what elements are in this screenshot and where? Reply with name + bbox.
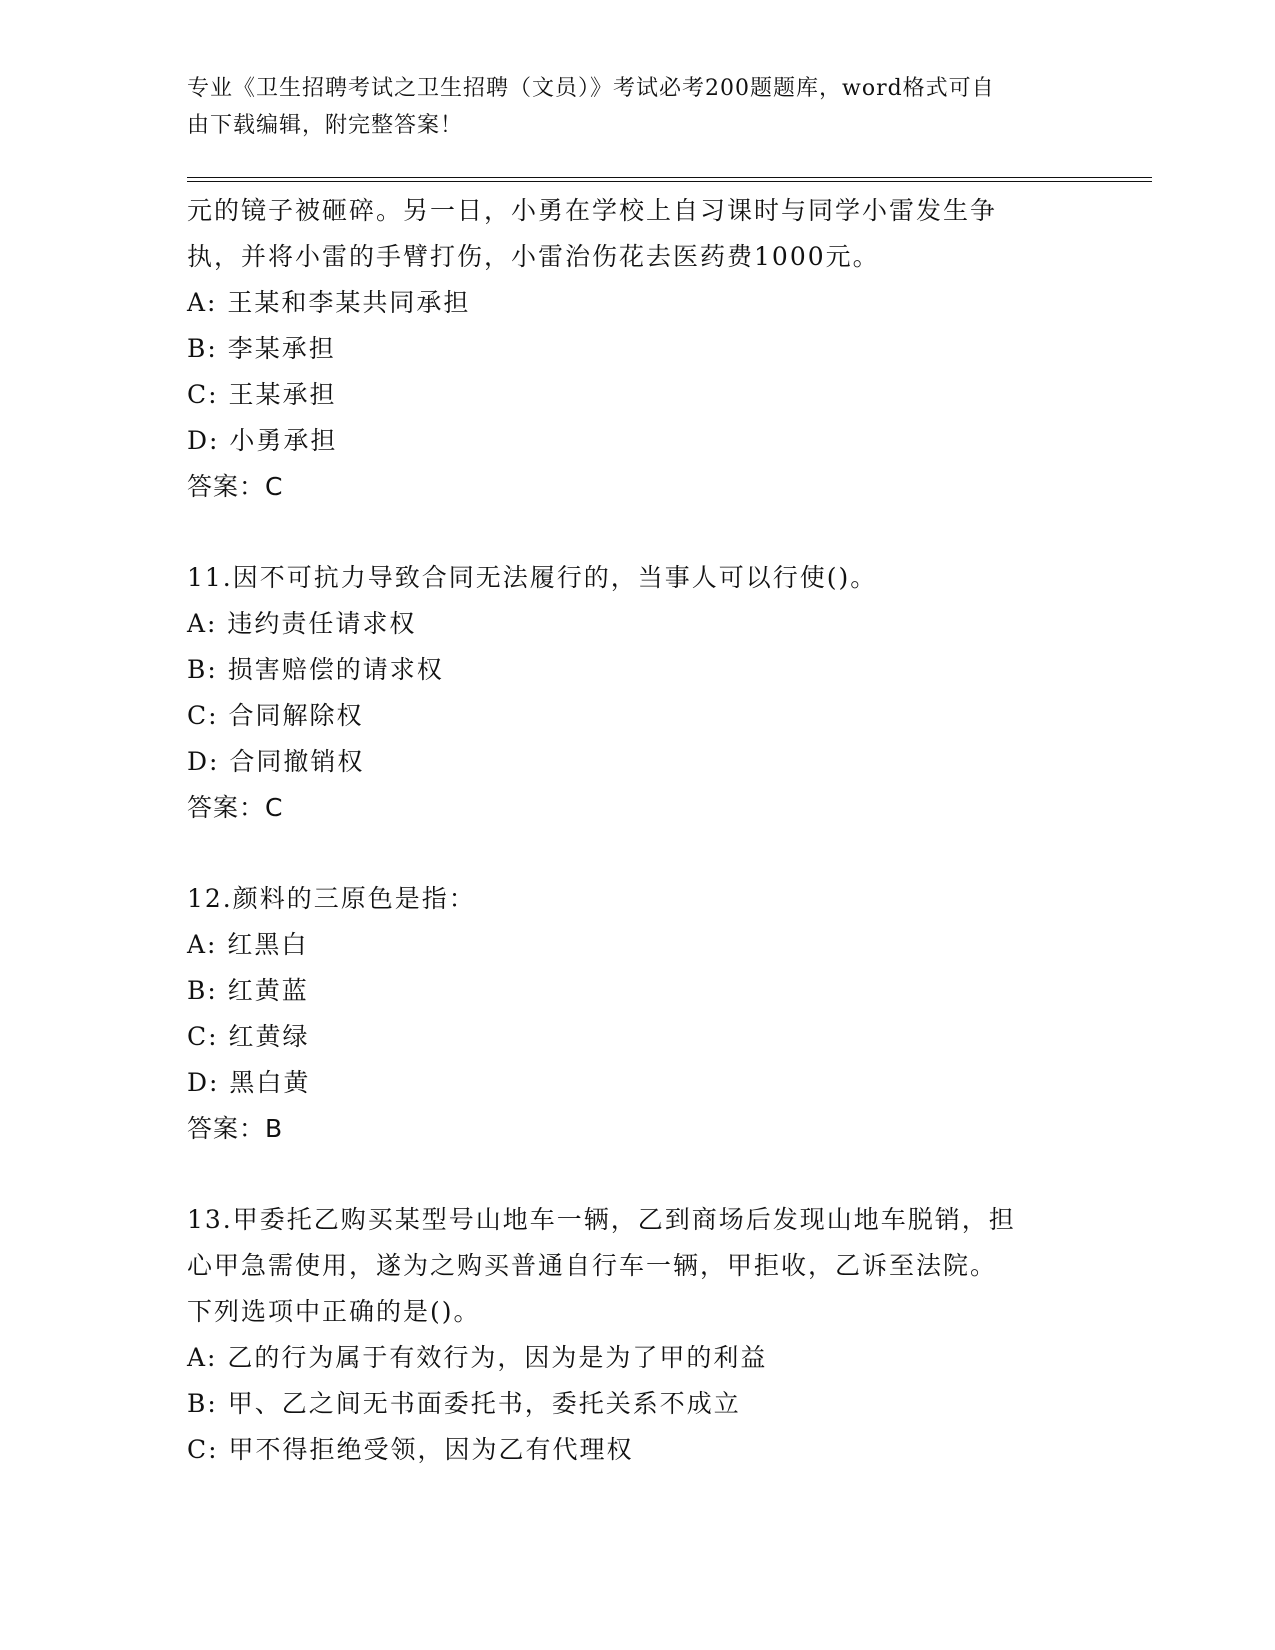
answer: 答案：C <box>187 793 284 822</box>
option-d: D: 黑白黄 <box>187 1068 311 1097</box>
question-text: 12.颜料的三原色是指： <box>187 884 476 913</box>
option-d: D: 合同撤销权 <box>187 747 365 776</box>
option-b: B: 红黄蓝 <box>187 976 309 1005</box>
option-a: A: 王某和李某共同承担 <box>187 288 471 317</box>
answer: 答案：C <box>187 472 284 501</box>
header-double-rule <box>187 177 1152 182</box>
question-text-line: 执，并将小雷的手臂打伤，小雷治伤花去医药费1000元。 <box>187 242 880 271</box>
question-text-line: 下列选项中正确的是()。 <box>187 1297 481 1326</box>
option-b: B: 李某承担 <box>187 334 336 363</box>
option-c: C: 王某承担 <box>187 380 337 409</box>
option-c: C: 甲不得拒绝受领，因为乙有代理权 <box>187 1435 634 1464</box>
question-continued <box>187 188 1087 510</box>
question-13 <box>187 1197 1087 1473</box>
question-list <box>187 188 1087 1473</box>
question-11 <box>187 555 1087 831</box>
question-text-line: 13.甲委托乙购买某型号山地车一辆，乙到商场后发现山地车脱销，担 <box>187 1205 1016 1234</box>
header-title-line-2: 由下载编辑，附完整答案！ <box>187 113 464 138</box>
header-title-line-1: 专业《卫生招聘考试之卫生招聘（文员）》考试必考200题题库，word格式可自 <box>187 76 995 101</box>
option-a: A: 违约责任请求权 <box>187 609 417 638</box>
option-d: D: 小勇承担 <box>187 426 338 455</box>
option-a: A: 乙的行为属于有效行为，因为是为了甲的利益 <box>187 1343 768 1372</box>
option-b: B: 损害赔偿的请求权 <box>187 655 444 684</box>
option-c: C: 红黄绿 <box>187 1022 310 1051</box>
answer: 答案：B <box>187 1114 284 1143</box>
option-a: A: 红黑白 <box>187 930 309 959</box>
document-header <box>187 70 1067 144</box>
question-text: 11.因不可抗力导致合同无法履行的，当事人可以行使()。 <box>187 563 878 592</box>
option-b: B: 甲、乙之间无书面委托书，委托关系不成立 <box>187 1389 741 1418</box>
question-12 <box>187 876 1087 1152</box>
option-c: C: 合同解除权 <box>187 701 364 730</box>
question-text-line: 元的镜子被砸碎。另一日，小勇在学校上自习课时与同学小雷发生争 <box>187 196 998 225</box>
question-text-line: 心甲急需使用，遂为之购买普通自行车一辆，甲拒收，乙诉至法院。 <box>187 1251 998 1280</box>
